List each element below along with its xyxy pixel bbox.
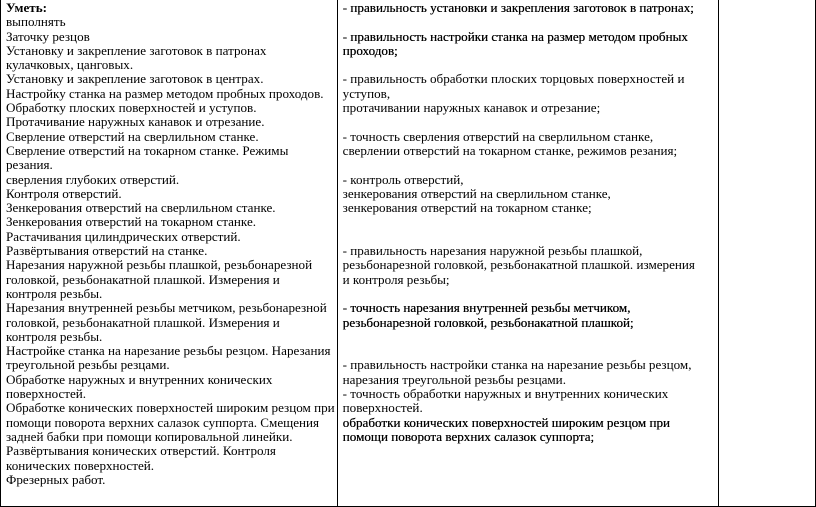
criteria-line: - точность сверления отверстий на сверлильном станке, bbox=[342, 128, 654, 144]
criteria-line: зенкерования отверстий на токарном станке; bbox=[342, 200, 592, 216]
spacer bbox=[343, 158, 717, 172]
criteria-line: - правильность настройки станка на нарезание резьбы резцом, bbox=[342, 357, 692, 373]
criteria-line: помощи поворота верхних салазок суппорта; bbox=[342, 428, 595, 444]
skill-line: контроля резьбы. bbox=[6, 328, 103, 344]
skill-line: Настройке станка на нарезание резьбы резцом. Нарезания bbox=[6, 343, 331, 359]
table-row bbox=[1, 0, 816, 507]
criteria-line: и контроля резьбы; bbox=[342, 271, 450, 287]
criteria-line: - правильность настройки станка на размер методом пробных bbox=[342, 28, 688, 44]
skill-line: головкой, резьбонакатной плашкой. Измерения и bbox=[6, 271, 280, 287]
skills-heading: Уметь: bbox=[6, 0, 47, 15]
skill-line: Сверление отверстий на токарном станке. Режимы bbox=[6, 142, 289, 158]
skill-line: Установку и закрепление заготовок в патронах bbox=[6, 42, 267, 58]
skills-cell bbox=[1, 0, 338, 507]
skill-line: конических поверхностей. bbox=[6, 457, 155, 473]
spacer bbox=[343, 330, 717, 359]
criteria-line: уступов, bbox=[342, 85, 391, 101]
skill-line: Протачивание наружных канавок и отрезание. bbox=[6, 114, 265, 130]
spacer bbox=[343, 287, 717, 301]
criteria-line: - правильность нарезания наружной резьбы плашкой, bbox=[342, 243, 643, 259]
skill-line: Зенкерования отверстий на токарном станке. bbox=[6, 214, 257, 230]
criteria-line: - точность нарезания внутренней резьбы метчиком, bbox=[342, 300, 631, 316]
criteria-line: зенкерования отверстий на сверлильном станке, bbox=[342, 185, 611, 201]
skill-line: Нарезания наружной резьбы плашкой, резьбонарезной bbox=[6, 257, 313, 273]
skill-line: Обработке наружных и внутренних конических bbox=[6, 371, 273, 387]
skill-line: Зенкерования отверстий на сверлильном станке. bbox=[6, 200, 276, 216]
skill-line: треугольной резьбы резцами. bbox=[6, 357, 170, 373]
skill-line: Растачивания цилиндрических отверстий. bbox=[6, 228, 241, 244]
skill-line: Установку и закрепление заготовок в центрах. bbox=[6, 71, 264, 87]
skill-line: Настройку станка на размер методом пробных проходов. bbox=[6, 85, 324, 101]
criteria-line: резьбонарезной головкой, резьбонакатной плашкой. измерения bbox=[342, 257, 695, 273]
criteria-line: сверлении отверстий на токарном станке, режимов резания; bbox=[342, 142, 678, 158]
criteria-line: - правильность установки и закрепления заготовок в патронах; bbox=[342, 0, 694, 15]
skill-line: Сверление отверстий на сверлильном станке. bbox=[6, 128, 259, 144]
empty-cell bbox=[719, 0, 816, 507]
spacer bbox=[343, 58, 717, 72]
skill-line: сверления глубоких отверстий. bbox=[6, 171, 180, 187]
spacer bbox=[343, 115, 717, 129]
criteria-line: - точность обработки наружных и внутренних конических bbox=[342, 386, 669, 402]
criteria-line: - правильность обработки плоских торцовых поверхностей и bbox=[342, 71, 685, 87]
skill-line: головкой, резьбонакатной плашкой. Измерения и bbox=[6, 314, 280, 330]
skill-line: помощи поворота верхних салазок суппорта. Смещения bbox=[6, 414, 320, 430]
criteria-line: нарезания треугольной резьбы резцами. bbox=[342, 371, 566, 387]
criteria-line: обработки конических поверхностей широким резцом при bbox=[342, 414, 670, 430]
skill-line: кулачковых, цанговых. bbox=[6, 57, 134, 73]
skill-line: Нарезания внутренней резьбы метчиком, резьбонарезной bbox=[6, 300, 327, 316]
skill-line: Обработку плоских поверхностей и уступов. bbox=[6, 100, 257, 116]
skills-list bbox=[6, 15, 335, 487]
spacer bbox=[343, 215, 717, 244]
criteria-line: поверхностей. bbox=[342, 400, 423, 416]
skill-line: выполнять bbox=[6, 14, 66, 30]
skill-line: Развёртывания отверстий на станке. bbox=[6, 243, 208, 259]
criteria-cell bbox=[337, 0, 719, 507]
criteria-line: проходов; bbox=[342, 42, 398, 58]
criteria-line: протачивании наружных канавок и отрезание; bbox=[342, 100, 601, 116]
skill-line: Развёртывания конических отверстий. Контроля bbox=[6, 443, 276, 459]
skill-line: Контроля отверстий. bbox=[6, 185, 122, 201]
skill-line: Обработке конических поверхностей широким резцом при bbox=[6, 400, 335, 416]
skill-line: Заточку резцов bbox=[6, 28, 90, 44]
skill-line: Фрезерных работ. bbox=[6, 471, 106, 487]
criteria-line: - контроль отверстий, bbox=[342, 171, 464, 187]
skill-line: контроля резьбы. bbox=[6, 285, 103, 301]
skill-line: задней бабки при помощи копировальной линейки. bbox=[6, 428, 293, 444]
criteria-line: резьбонарезной головкой, резьбонакатной плашкой; bbox=[342, 314, 634, 330]
skill-line: поверхностей. bbox=[6, 386, 87, 402]
spacer bbox=[343, 15, 717, 29]
skill-line: резания. bbox=[6, 157, 53, 173]
